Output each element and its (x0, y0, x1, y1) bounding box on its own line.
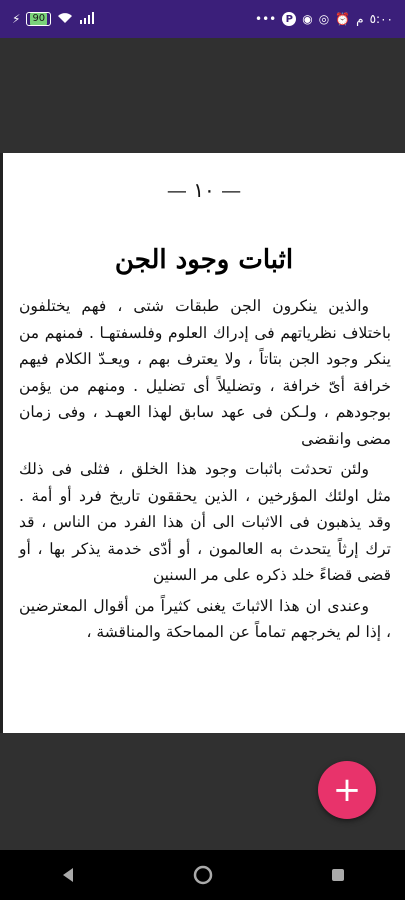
book-page[interactable] (0, 153, 405, 733)
back-icon (59, 866, 77, 884)
home-icon (192, 864, 214, 886)
status-left-group (12, 12, 95, 27)
paragraph: والذين ينكرون الجن طبقات شتى ، فهم يختلفون باختلاف نظرياتهم فى إدراك العلوم وفلسفتهـا . فمنهم من ينكر وجود الجن بتاتاً ، ولا يعترف بهم ، ويعـدّ الكلام فيهم خرافة أىّ خرافة ، وتضليلاً أى تضليل . ومنهم من يؤمن بوجودهم ، ولـكن فى عهد سابق لهذا العهـد ، وفى زمان مضى وانقضى (19, 297, 391, 448)
whatsapp-icon: ◎ (318, 12, 330, 26)
back-button[interactable] (48, 855, 88, 895)
p-icon: P (282, 12, 296, 26)
reader-top-margin (0, 38, 405, 153)
home-button[interactable] (183, 855, 223, 895)
plus-icon: + (332, 770, 362, 810)
paragraph: ولئن تحدثت باثبات وجود هذا الخلق ، فثلى فى ذلك مثل اولئك المؤرخين ، الذين يحققون تاريخ فرد أو أمة . وقد يذهبون فى الاثبات الى أن هذا الفرد من الناس ، قد ترك إرثاً يتحدث به العالمون ، أو أدّى خدمة يذكر بها ، أو قضى قضاءً خلد ذكره على مر السنين (19, 460, 391, 584)
more-dots-icon: ••• (255, 12, 277, 26)
messenger-icon: ◉ (302, 12, 313, 26)
recent-apps-button[interactable] (318, 855, 358, 895)
alarm-icon: ⏰ (335, 12, 351, 26)
page-number: — ١٠ — (166, 178, 242, 202)
status-time: ٥:٠٠ (369, 12, 393, 26)
signal-icon (79, 12, 95, 27)
wifi-icon (57, 12, 73, 27)
status-am-pm: م (356, 12, 364, 26)
add-button[interactable] (318, 761, 376, 819)
status-bar (0, 0, 405, 38)
recent-apps-icon (330, 867, 346, 883)
page-body (19, 293, 391, 650)
paragraph: وعندى ان هذا الاثباتَ يغنى كثيراً من أقوال المعترضين ، إذا لم يخرجهم تماماً عن المماحكة والمناقشة ، (19, 596, 391, 641)
navigation-bar (0, 850, 405, 900)
charging-icon: ⚡ (12, 12, 21, 26)
status-right-group (255, 12, 393, 26)
page-title: اثبات وجود الجن (114, 245, 294, 275)
battery-icon: 90 (26, 12, 51, 26)
